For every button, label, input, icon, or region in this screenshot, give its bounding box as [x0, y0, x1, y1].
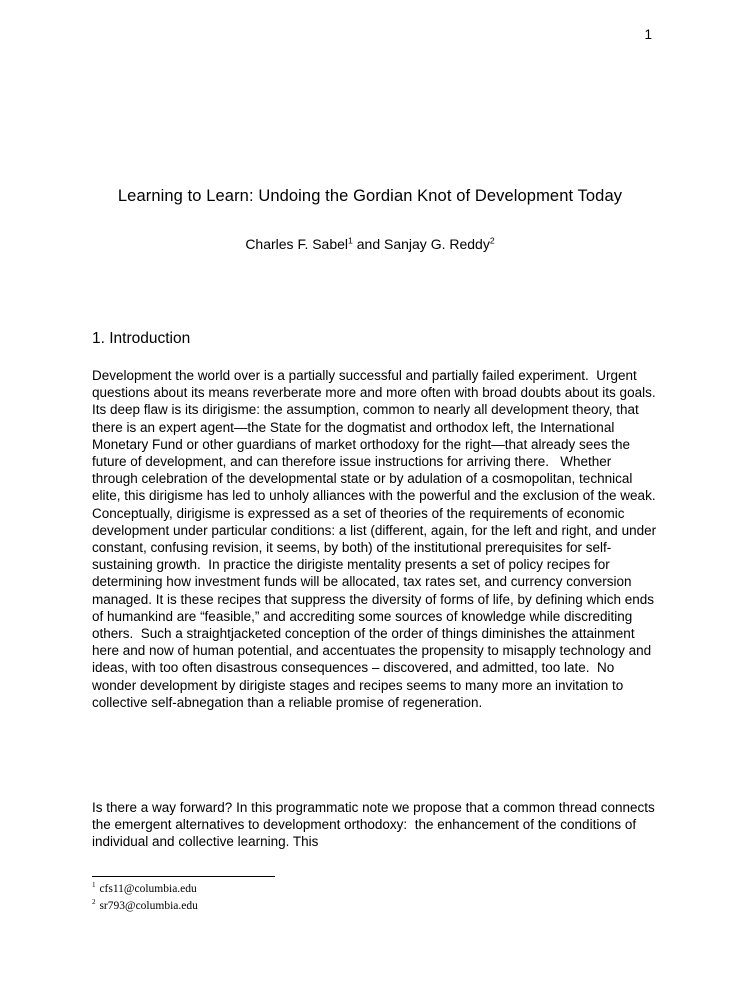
author-1-name: Charles F. Sabel [245, 236, 349, 252]
author-2-footnote-marker: 2 [489, 235, 495, 246]
body-paragraph-1: Development the world over is a partially successful and partially failed experiment. Urgent questions about its means reverberate more and more often with broad doubts about its goals. Its deep flaw is its dirigisme: the assumption, common to nearly all development theory, that there is an expert agent—the State for the dogmatist and orthodox left, the International Monetary Fund or other guardians of market orthodoxy for the right—that already sees the future of development, and can therefore issue instructions for arriving there. Whether through celebration of the developmental state or by adulation of a cosmopolitan, technical elite, this dirigisme has led to unholy alliances with the powerful and the exclusion of the weak. Conceptually, dirigisme is expressed as a set of theories of the requirements of economic development under particular conditions: a list (different, again, for the left and right, and under constant, confusing revision, it seems, by both) of the institutional prerequisites for self-sustaining growth. In practice the dirigiste mentality presents a set of policy recipes for determining how investment funds will be allocated, tax rates set, and currency conversion managed. It is these recipes that suppress the diversity of forms of life, by defining which ends of humankind are “feasible,” and accrediting some sources of knowledge while discrediting others. Such a straightjacketed conception of the order of things diminishes the attainment here and now of human potential, and accentuates the propensity to misapply technology and ideas, with too often disastrous consequences – discovered, and admitted, too late. No wonder development by dirigiste stages and recipes seems to many more an invitation to collective self-abnegation than a reliable promise of regeneration. [92, 368, 664, 710]
footnote-1 [92, 883, 197, 895]
section-heading-introduction: 1. Introduction [92, 330, 191, 347]
authors-line [0, 236, 740, 252]
body-paragraph-2: Is there a way forward? In this programmatic note we propose that a common thread connects the emergent alternatives to development orthodoxy: the enhancement of the conditions of individual and collective learning. This [92, 800, 659, 850]
authors-connector: and [352, 236, 384, 252]
author-1-footnote-marker: 1 [348, 235, 353, 246]
footnote-2-marker: 2 [92, 898, 96, 907]
footnote-2-email: sr793@columbia.edu [99, 900, 198, 912]
author-2-name: Sanjay G. Reddy [384, 236, 490, 252]
footnote-separator [92, 876, 275, 877]
footnote-1-marker: 1 [92, 881, 96, 890]
page-number: 1 [644, 27, 652, 42]
paper-title: Learning to Learn: Undoing the Gordian Knot of Development Today [117, 187, 623, 205]
footnote-2 [92, 900, 198, 912]
footnote-1-email: cfs11@columbia.edu [99, 883, 197, 895]
